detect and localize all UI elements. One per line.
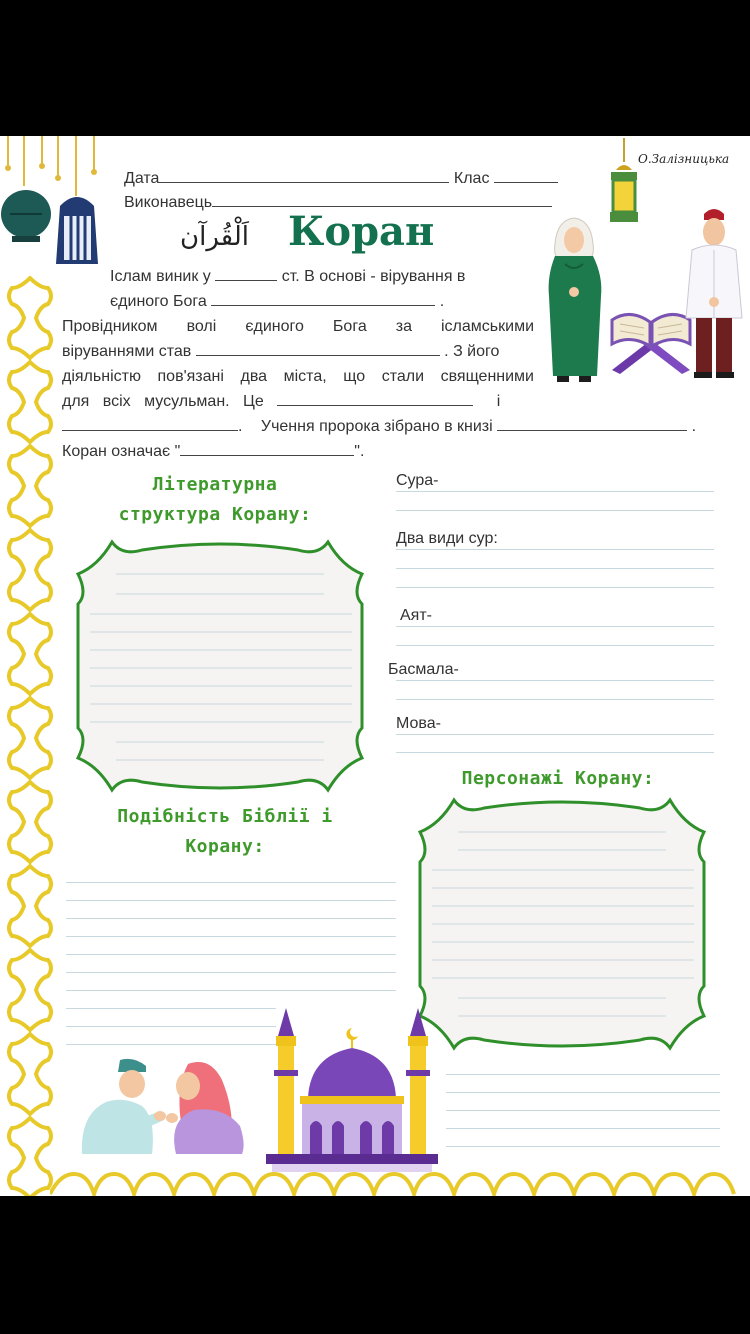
class-field[interactable]: [494, 168, 558, 183]
para-text: .: [691, 418, 697, 435]
page-title: Коран: [288, 208, 435, 255]
para-text: . З його: [444, 343, 500, 360]
para-text: єдиного Бога: [110, 293, 207, 310]
moroccan-border-left: [0, 276, 62, 1196]
para-line-5: діяльністю пов'язані два міста, що стали священними: [62, 368, 534, 385]
ayat-label: Аят-: [400, 607, 432, 624]
para-text: Учення пророка зібрано в книзі: [260, 418, 493, 435]
para-line-6: [62, 389, 500, 414]
para-line-3: Провідником волі єдиного Бога за ісламськими: [62, 318, 534, 335]
para-line-2: [110, 289, 444, 314]
muslim-man-illustration: [682, 206, 746, 382]
date-label: Дата: [124, 170, 160, 187]
title-arabic: اَلْقُرآن: [180, 222, 249, 252]
similarity-heading: Подібність Біблії і Корану:: [117, 806, 333, 857]
para-text: для всіх мусульман. Це: [62, 393, 264, 410]
century-field[interactable]: [215, 266, 277, 281]
para-text: і: [496, 393, 501, 410]
literary-structure-frame[interactable]: [62, 534, 380, 798]
para-text: Коран означає ": [62, 443, 181, 460]
god-name-field[interactable]: [211, 291, 435, 306]
muslim-woman-illustration: [543, 216, 605, 384]
para-text: ".: [354, 443, 365, 460]
class-label: Клас: [453, 170, 490, 187]
worksheet: [0, 136, 750, 1196]
author-name: О.Залізницька: [638, 152, 730, 166]
para-text: .: [238, 418, 243, 435]
executor-field[interactable]: [212, 192, 552, 207]
date-field[interactable]: [159, 168, 449, 183]
para-line-4: [62, 339, 499, 364]
book-field[interactable]: [497, 416, 687, 431]
para-text: ст. В основі - вірування в: [281, 268, 466, 285]
two-types-label: Два види сур:: [396, 530, 498, 547]
sura-label: Сура-: [396, 472, 439, 489]
literary-structure-heading: Літературна структура Корану:: [118, 474, 312, 525]
para-line-8: [62, 439, 364, 464]
prophet-field[interactable]: [196, 341, 440, 356]
date-row: [124, 168, 558, 188]
characters-frame[interactable]: [404, 792, 720, 1056]
city-2-field[interactable]: [62, 416, 238, 431]
executor-label: Виконавець: [124, 194, 213, 211]
hanging-lanterns-icon: [0, 136, 105, 266]
para-text: віруваннями став: [62, 343, 192, 360]
characters-heading: Персонажі Корану:: [461, 768, 655, 789]
para-text: .: [439, 293, 445, 310]
koran-meaning-field[interactable]: [180, 441, 354, 456]
green-lantern-icon: [606, 138, 642, 226]
city-1-field[interactable]: [277, 391, 473, 406]
para-line-7: [62, 414, 696, 439]
mosque-illustration: [266, 1008, 438, 1174]
para-text: Іслам виник у: [110, 268, 211, 285]
basmala-label: Басмала-: [388, 661, 459, 678]
praying-couple-illustration: [76, 1054, 248, 1158]
para-line-1: [110, 264, 530, 289]
language-label: Мова-: [396, 715, 441, 732]
